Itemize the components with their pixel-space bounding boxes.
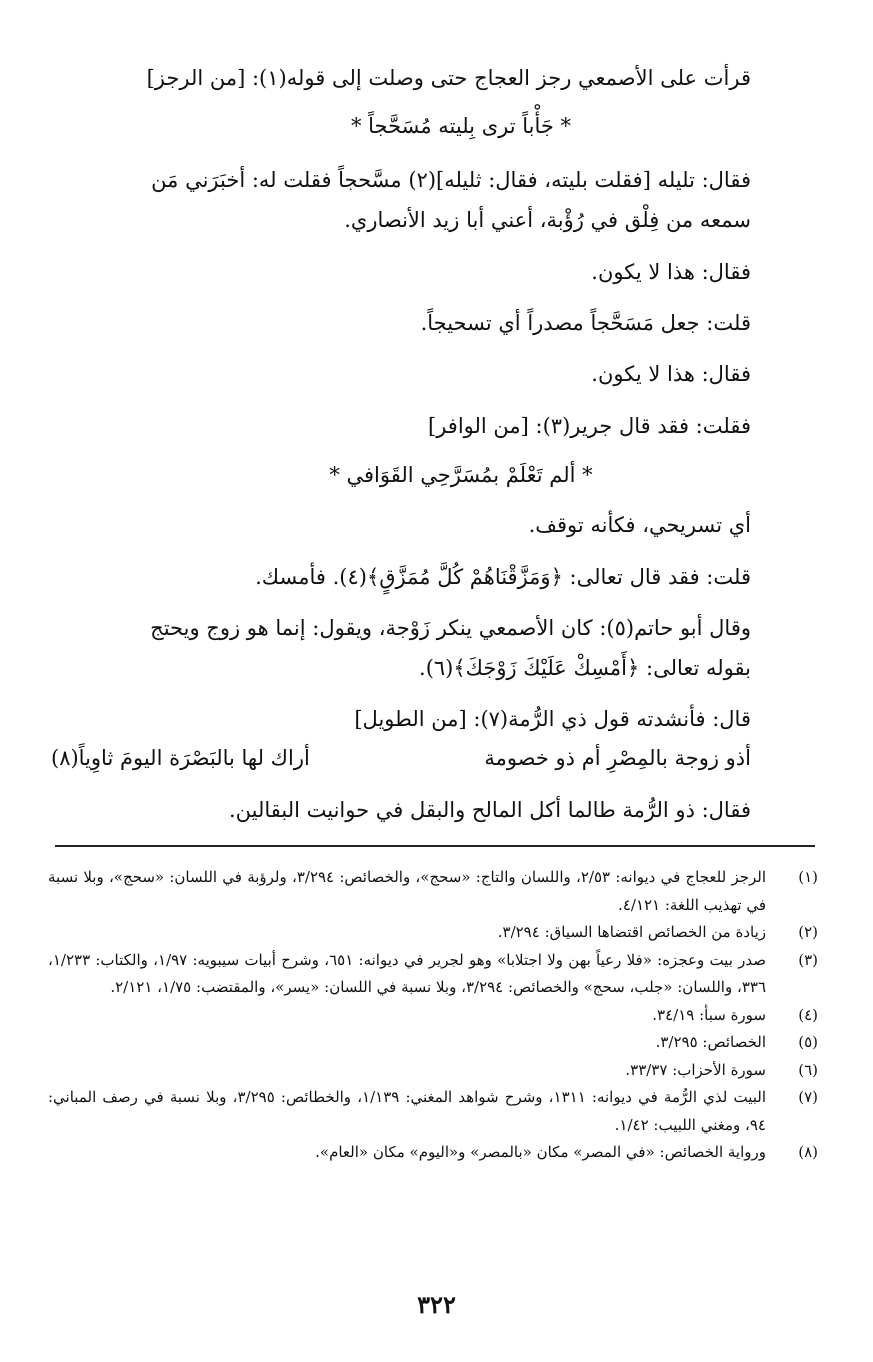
footnote	[48, 1057, 818, 1085]
text-line: بقوله تعالى: ﴿أَمْسِكْ عَلَيْكَ زَوْجَكَ﴾(٦).	[419, 656, 751, 680]
footnote-text: سورة الأحزاب: ٣٣/٣٧.	[625, 1060, 766, 1079]
verse-line: * جَأْباً ترى بِليته مُسَحَّجاً *	[350, 114, 572, 138]
text-line: فقال: هذا لا يكون.	[591, 260, 751, 284]
main-text	[51, 64, 751, 836]
footnote-number: (٨)	[798, 1143, 818, 1161]
footnote-text: زيادة من الخصائص اقتضاها السياق: ٣/٢٩٤.	[497, 923, 766, 941]
text-line: قلت: فقد قال تعالى: ﴿وَمَزَّقْنَاهُمْ كُلَّ مُمَزَّقٍ﴾(٤). فأمسك.	[255, 565, 751, 589]
footnote-text: سورة سبأ: ٣٤/١٩.	[652, 1005, 766, 1024]
text-line: فقال: تليله [فقلت بليته، فقال: ثليله](٢) مسَّحجاً فقلت له: أخبَرَني مَن	[151, 168, 751, 192]
footnote-number: (٢)	[798, 923, 818, 941]
footnote-divider	[55, 845, 815, 847]
footnote-text: الخصائص: ٣/٢٩٥.	[655, 1033, 766, 1051]
page-number: ٣٢٢	[417, 1290, 456, 1319]
footnote-number: (١)	[798, 868, 818, 886]
footnote	[48, 1139, 818, 1167]
footnote-number: (٦)	[798, 1060, 818, 1079]
text-line: فقال: هذا لا يكون.	[591, 362, 751, 386]
text-line: فقال: ذو الرُّمة طالما أكل المالح والبقل في حوانيت البقالين.	[228, 798, 751, 822]
footnote	[48, 947, 818, 1002]
footnote-text: البيت لذي الرُّمة في ديوانه: ١٣١١، وشرح شواهد المغني: ١/١٣٩، والخطائص: ٣/٢٩٥، وبلا نسبة في رصف المباني: ٩٤، ومغني اللبيب: ١/٤٢.	[48, 1088, 766, 1134]
footnote-text: صدر بيت وعجزه: «فلا رعياً بهن ولا اجتلابا» وهو لجرير في ديوانه: ٦٥١، وشرح أبيات سيبويه: ١/٩٧، والكتاب: ١/٢٣٣، ٣٣٦، واللسان: «جلب، سحج» والخصائص: ٣/٢٩٤، وبلا نسبة في اللسان: «يسر»، والمقتضب: ١/٧٥، ٢/١٢١.	[48, 950, 766, 996]
footnote	[48, 919, 818, 947]
text-line: قال: فأنشدته قول ذي الرُّمة(٧): [من الطويل]	[354, 707, 751, 731]
text-line: فقلت: فقد قال جرير(٣): [من الوافر]	[428, 414, 751, 438]
footnote-text: الرجز للعجاج في ديوانه: ٢/٥٣، واللسان والتاج: «سحج»، والخصائص: ٣/٢٩٤، ولرؤبة في اللسان: «سحج»، وبلا نسبة في تهذيب اللغة: ٤/١٢١.	[48, 868, 767, 914]
text-line: سمعه من فِلْق في رُؤْبة، أعني أبا زيد الأنصاري.	[344, 208, 751, 232]
footnote-number: (٧)	[798, 1088, 818, 1106]
verse-line	[51, 744, 751, 796]
footnotes	[48, 864, 818, 1167]
footnote-text: ورواية الخصائص: «في المصر» مكان «بالمصر» و«اليوم» مكان «العام».	[315, 1143, 766, 1161]
footnote-number: (٥)	[798, 1033, 818, 1051]
verse-hemistich-first: أذو زوجة بالمِصْرِ أم ذو خصومة	[484, 746, 751, 770]
footnote-number: (٣)	[798, 950, 818, 969]
verse-hemistich-second: أراك لها بالبَصْرَة اليومَ ثاوِياً(٨)	[51, 746, 310, 770]
text-line: قرأت على الأصمعي رجز العجاج حتى وصلت إلى قوله(١): [من الرجز]	[146, 66, 751, 90]
verse-line: * ألم تَعْلَمْ بمُسَرَّحِي القَوَافي *	[329, 463, 593, 487]
footnote	[48, 1029, 818, 1057]
text-line: أي تسريحي، فكأنه توقف.	[528, 513, 751, 537]
footnote-number: (٤)	[798, 1005, 818, 1024]
text-line: وقال أبو حاتم(٥): كان الأصمعي ينكر زَوْجة، ويقول: إنما هو زوج ويحتج	[150, 616, 751, 640]
footnote	[48, 864, 818, 919]
footnote	[48, 1002, 818, 1030]
text-line: قلت: جعل مَسَحَّجاً مصدراً أي تسحيجاً.	[420, 311, 751, 335]
footnote	[48, 1084, 818, 1139]
